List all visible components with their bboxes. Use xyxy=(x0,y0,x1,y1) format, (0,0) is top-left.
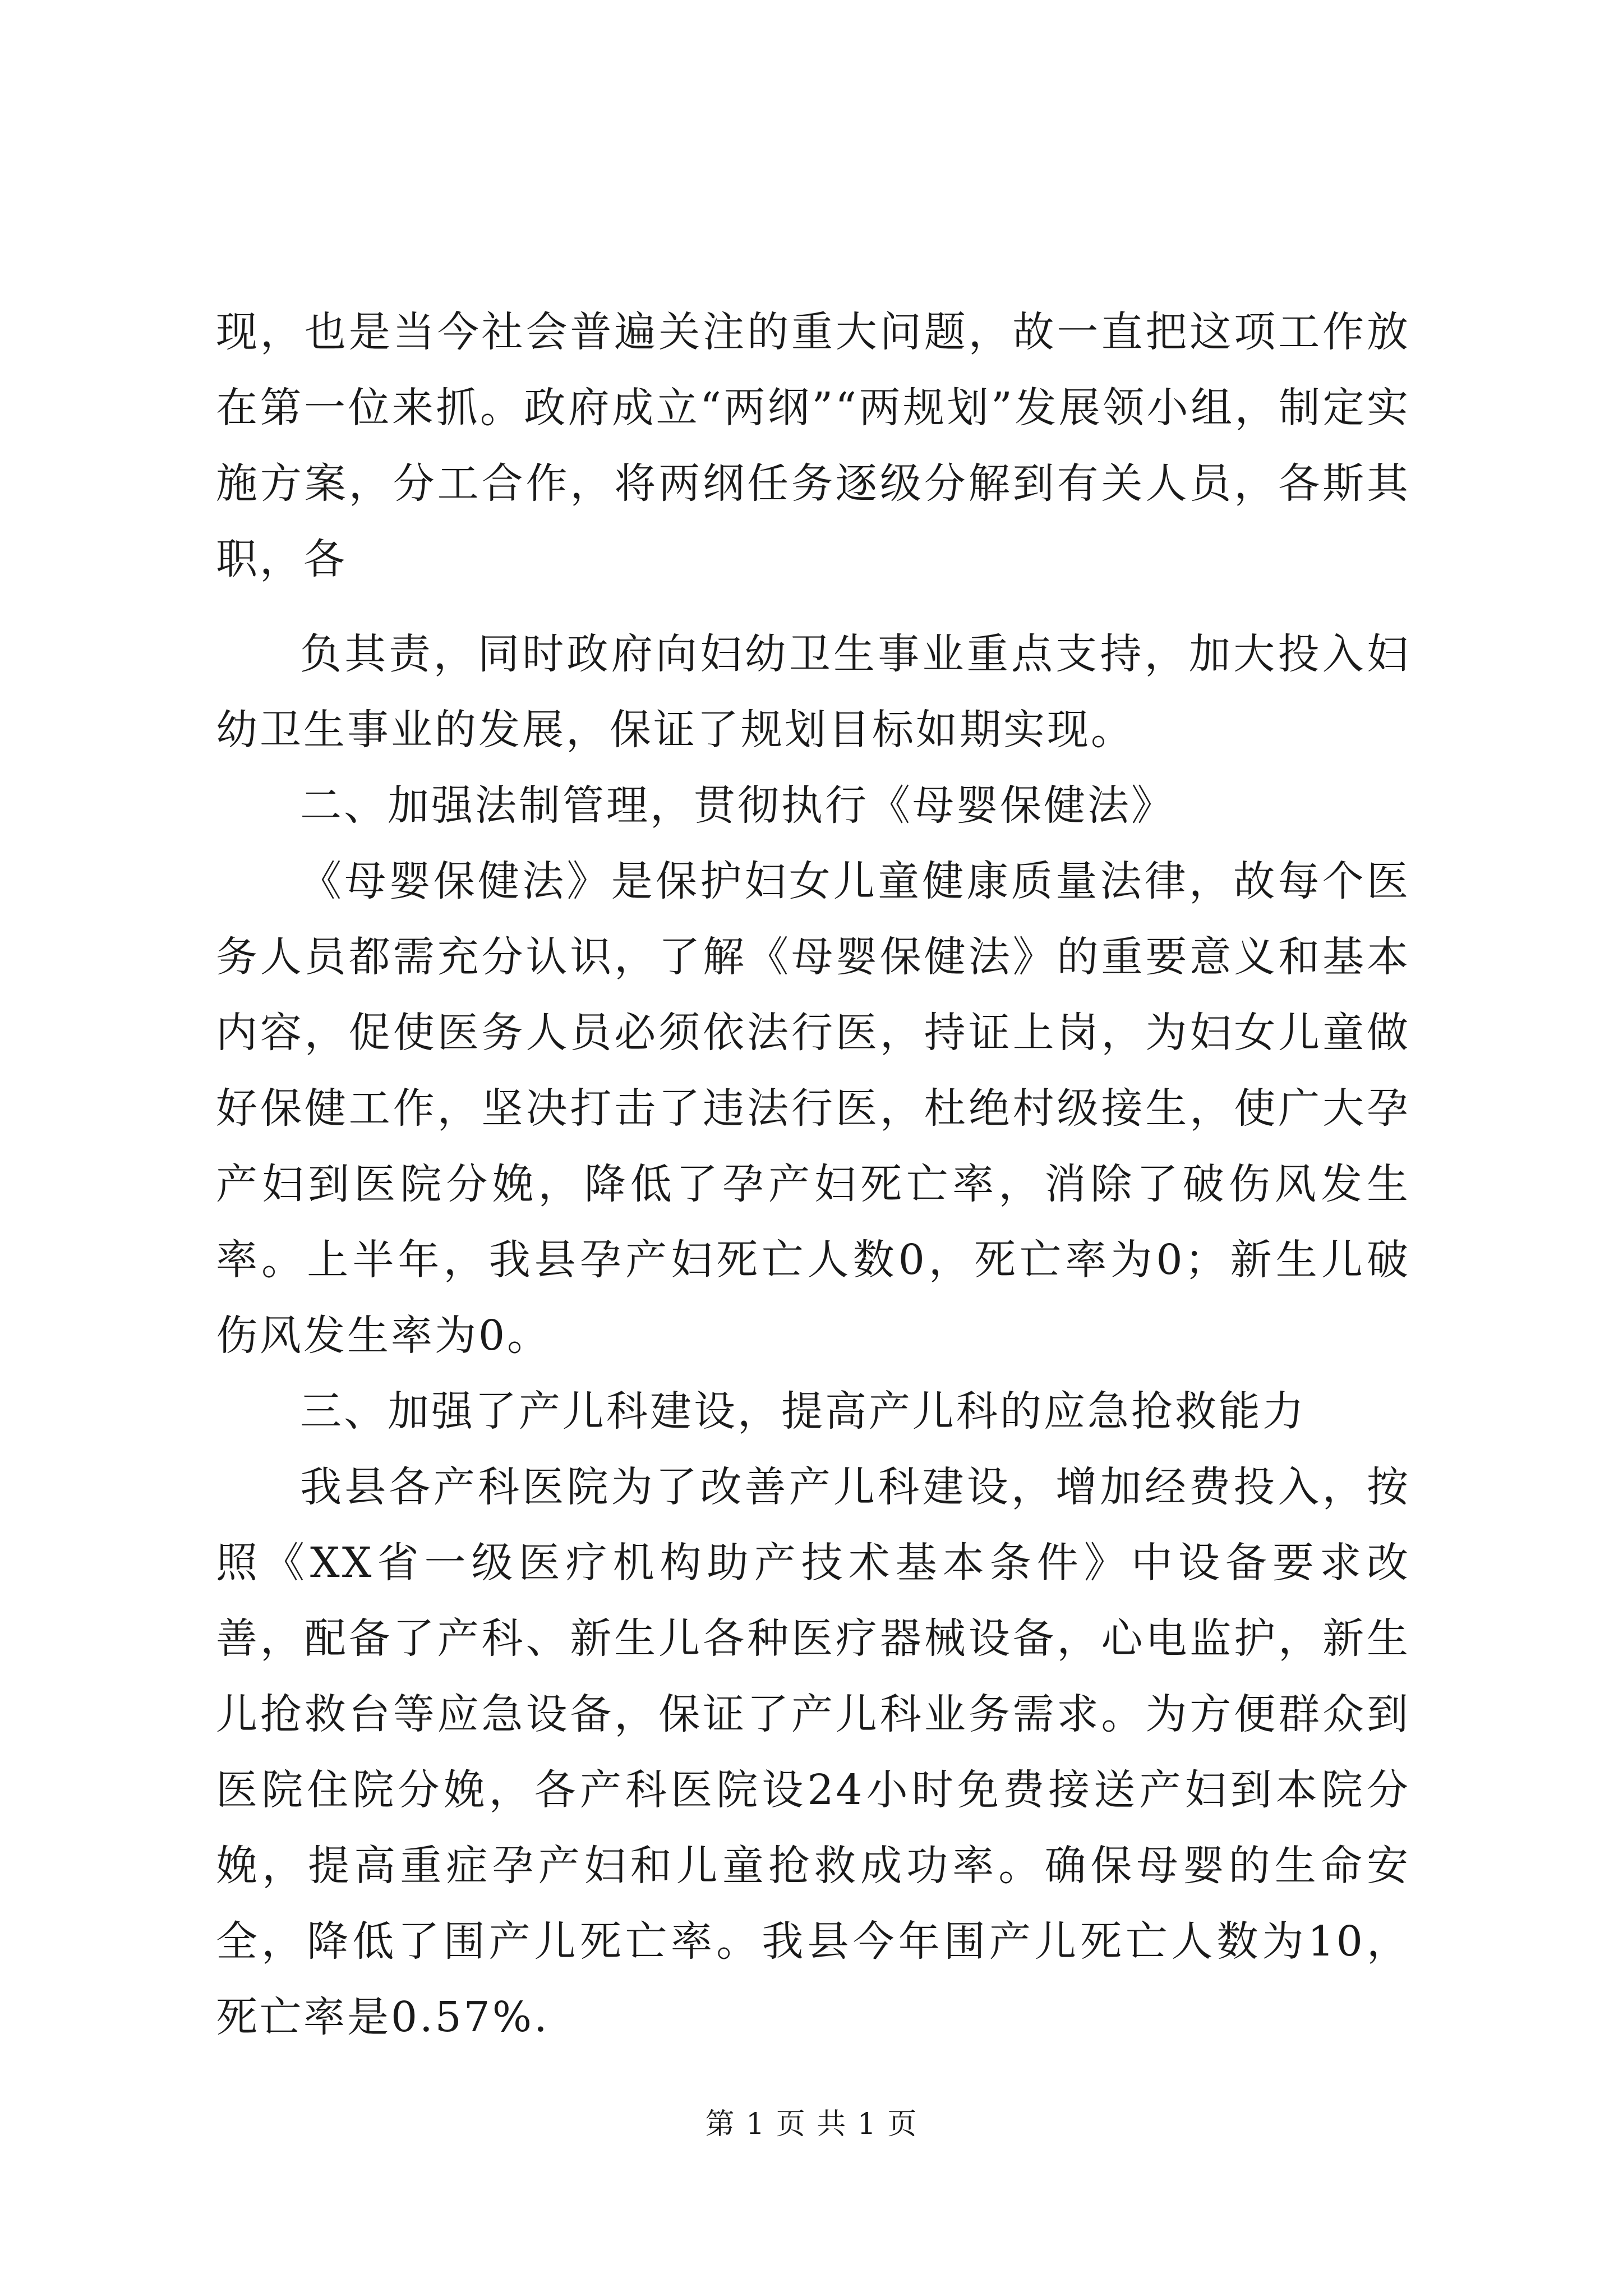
paragraph-1: 现，也是当今社会普遍关注的重大问题，故一直把这项工作放在第一位来抓。政府成立“两纲”“两规划”发展领小组，制定实施方案，分工合作，将两纲任务逐级分解到有关人员，各斯其职，各 xyxy=(216,308,1410,583)
section-heading-3: 三、加强了产儿科建设，提高产儿科的应急抢救能力 xyxy=(300,1387,1306,1435)
paragraph-4: 我县各产科医院为了改善产儿科建设，增加经费投入，按照《XX省一级医疗机构助产技术基本条件》中设备要求改善，配备了产科、新生儿各种医疗器械设备，心电监护，新生儿抢救台等应急设备，保证了产儿科业务需求。为方便群众到医院住院分娩，各产科医院设24小时免费接送产妇到本院分娩，提高重症孕产妇和儿童抢救成功率。确保母婴的生命安全，降低了围产儿死亡率。我县今年围产儿死亡人数为10，死亡率是0.57%. xyxy=(216,1463,1410,2041)
paragraph-3: 《母婴保健法》是保护妇女儿童健康质量法律，故每个医务人员都需充分认识，了解《母婴保健法》的重要意义和基本内容，促使医务人员必须依法行医，持证上岗，为妇女儿童做好保健工作，坚决打击了违法行医，杜绝村级接生，使广大孕产妇到医院分娩，降低了孕产妇死亡率，消除了破伤风发生率。上半年，我县孕产妇死亡人数0，死亡率为0；新生儿破伤风发生率为0。 xyxy=(216,857,1410,1360)
page-footer: 第 1 页 共 1 页 xyxy=(705,2108,918,2141)
document-body xyxy=(216,295,1410,2055)
section-heading-2: 二、加强法制管理，贯彻执行《母婴保健法》 xyxy=(300,781,1175,830)
paragraph-2: 负其责，同时政府向妇幼卫生事业重点支持，加大投入妇幼卫生事业的发展，保证了规划目标如期实现。 xyxy=(216,630,1410,754)
